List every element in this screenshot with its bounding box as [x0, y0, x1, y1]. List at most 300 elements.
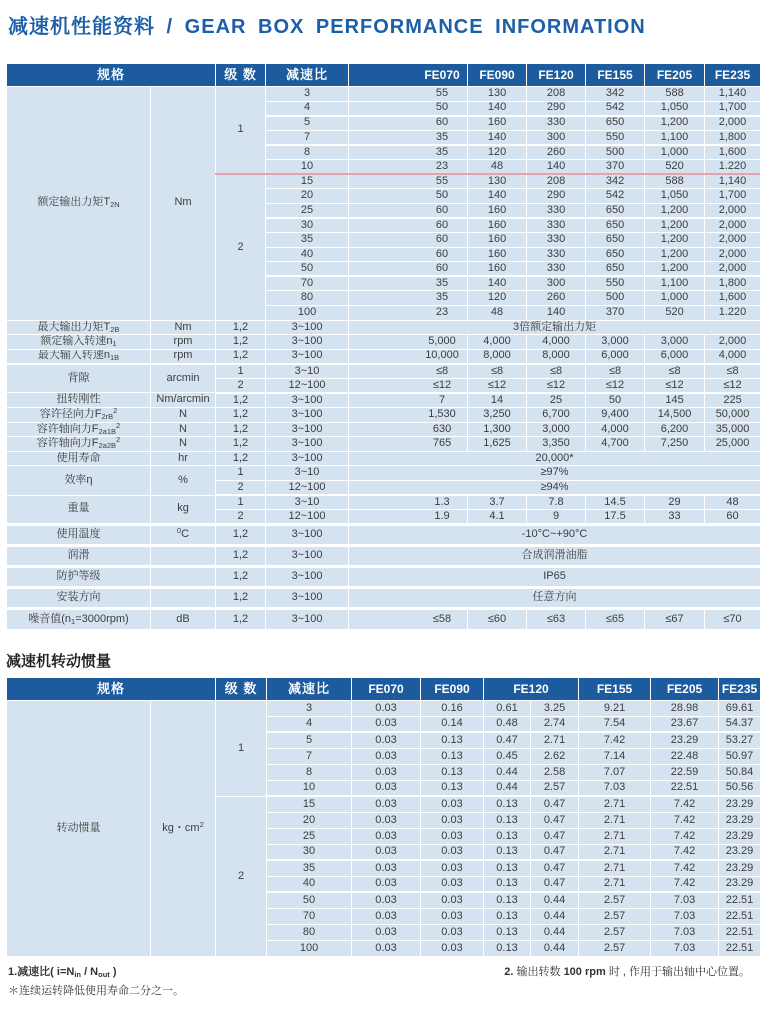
- value-cell: 1.220: [705, 305, 760, 320]
- stage-cell: 1: [216, 466, 266, 481]
- value-cell: 0.47: [531, 796, 579, 812]
- value-cell: 55: [349, 174, 468, 189]
- spec-label-cell: 容许轴向力$F_{2a1B}^2$: [7, 422, 151, 437]
- header-row: [7, 64, 760, 87]
- value-cell: 7.42: [651, 812, 719, 828]
- ratio-cell: 15: [267, 796, 352, 812]
- value-cell: 3,250: [468, 408, 527, 423]
- table-row: [7, 335, 760, 350]
- value-cell: 6,700: [527, 408, 586, 423]
- value-cell: 1,300: [468, 422, 527, 437]
- ratio-cell: 7: [266, 130, 349, 145]
- ratio-cell: 70: [266, 276, 349, 291]
- ratio-cell: 3~10: [266, 495, 349, 510]
- unit-cell: rpm: [151, 335, 216, 350]
- ratio-cell: 3~100: [266, 437, 349, 452]
- value-cell: 1,200: [645, 116, 705, 131]
- unit-cell: %: [151, 466, 216, 495]
- value-cell: 342: [586, 174, 645, 189]
- value-cell: 1,800: [705, 130, 760, 145]
- ratio-cell: 7: [267, 748, 352, 764]
- ratio-cell: 25: [267, 828, 352, 844]
- value-cell: 0.03: [421, 940, 484, 956]
- value-cell: 0.03: [352, 700, 421, 716]
- value-cell: 48: [705, 495, 760, 510]
- performance-table: [6, 63, 760, 630]
- table-row: [7, 349, 760, 364]
- value-cell: 35: [349, 291, 468, 306]
- value-cell: 140: [527, 159, 586, 174]
- page-title: 减速机性能资料 / GEAR BOX PERFORMANCE INFORMATION: [8, 16, 646, 38]
- value-cell: 370: [586, 305, 645, 320]
- unit-cell: Nm: [151, 320, 216, 335]
- span-value-cell: ≥94%: [349, 481, 760, 496]
- stage-cell: 1,2: [216, 608, 266, 629]
- ratio-cell: 40: [266, 247, 349, 262]
- value-cell: 140: [527, 305, 586, 320]
- value-cell: 140: [468, 101, 527, 116]
- stage-cell: 1,2: [216, 566, 266, 587]
- value-cell: 1,100: [645, 130, 705, 145]
- value-cell: 1,200: [645, 232, 705, 247]
- value-cell: 1,200: [645, 218, 705, 233]
- value-cell: 7.42: [579, 732, 651, 748]
- unit-cell: [151, 545, 216, 566]
- table-row: [7, 524, 760, 545]
- value-cell: 0.03: [421, 812, 484, 828]
- ratio-cell: 4: [267, 716, 352, 732]
- value-cell: 1.220: [705, 159, 760, 174]
- stage-cell: 1,2: [216, 451, 266, 466]
- footnotes-left: [8, 963, 184, 1001]
- header-model-fe205: FE205: [651, 677, 719, 700]
- value-cell: 650: [586, 116, 645, 131]
- ratio-cell: 3~10: [266, 364, 349, 379]
- value-cell: 260: [527, 291, 586, 306]
- value-cell: 2.71: [579, 828, 651, 844]
- inertia-table: [6, 677, 760, 957]
- value-cell: 130: [468, 174, 527, 189]
- value-cell: 330: [527, 232, 586, 247]
- ratio-cell: 35: [267, 860, 352, 876]
- ratio-cell: 3~100: [266, 451, 349, 466]
- value-cell: 2,000: [705, 335, 760, 350]
- value-cell: 260: [527, 145, 586, 160]
- ratio-cell: 3~100: [266, 566, 349, 587]
- value-cell: 0.03: [352, 732, 421, 748]
- value-cell: 1,200: [645, 247, 705, 262]
- ratio-cell: 8: [266, 145, 349, 160]
- value-cell: 5,000: [349, 335, 468, 350]
- value-cell: 542: [586, 101, 645, 116]
- performance-table-body: [7, 87, 760, 630]
- ratio-cell: 30: [267, 844, 352, 860]
- value-cell: 2.58: [531, 764, 579, 780]
- value-cell: 130: [468, 87, 527, 102]
- value-cell: 29: [645, 495, 705, 510]
- value-cell: 330: [527, 262, 586, 277]
- value-cell: 208: [527, 174, 586, 189]
- value-cell: 0.03: [421, 844, 484, 860]
- value-cell: 0.03: [421, 924, 484, 940]
- value-cell: 370: [586, 159, 645, 174]
- value-cell: 0.03: [352, 876, 421, 892]
- value-cell: 0.47: [531, 844, 579, 860]
- value-cell: ≤8: [468, 364, 527, 379]
- value-cell: 330: [527, 203, 586, 218]
- value-cell: 342: [586, 87, 645, 102]
- value-cell: 48: [468, 305, 527, 320]
- span-value-cell: ≥97%: [349, 466, 760, 481]
- value-cell: 4.1: [468, 510, 527, 525]
- value-cell: 650: [586, 247, 645, 262]
- value-cell: 290: [527, 101, 586, 116]
- value-cell: 60: [349, 116, 468, 131]
- inertia-table-head: [7, 677, 760, 700]
- table-row: [7, 545, 760, 566]
- table-row: [7, 87, 760, 102]
- value-cell: 3,000: [586, 335, 645, 350]
- value-cell: 23.29: [719, 860, 760, 876]
- value-cell: 14,500: [645, 408, 705, 423]
- value-cell: ≤8: [705, 364, 760, 379]
- value-cell: 69.61: [719, 700, 760, 716]
- performance-table-head: [7, 64, 760, 87]
- value-cell: 50: [586, 393, 645, 408]
- value-cell: ≤12: [527, 378, 586, 393]
- value-cell: 1,625: [468, 437, 527, 452]
- spec-label-cell: 容许径向力$F_{2rB}^2$: [7, 408, 151, 423]
- value-cell: 25: [527, 393, 586, 408]
- value-cell: 1,600: [705, 145, 760, 160]
- value-cell: 53.27: [719, 732, 760, 748]
- value-cell: 1,000: [645, 145, 705, 160]
- value-cell: 140: [468, 276, 527, 291]
- value-cell: 3,000: [645, 335, 705, 350]
- table-row: [7, 393, 760, 408]
- spec-label-cell: 使用寿命: [7, 451, 151, 466]
- value-cell: 0.13: [484, 892, 531, 908]
- header-model-fe070: FE070: [349, 64, 468, 87]
- value-cell: 50.97: [719, 748, 760, 764]
- value-cell: 22.51: [719, 908, 760, 924]
- ratio-cell: 3: [267, 700, 352, 716]
- stage-cell: 1,2: [216, 587, 266, 608]
- span-value-cell: IP65: [349, 566, 760, 587]
- ratio-cell: 80: [267, 924, 352, 940]
- table-row: [7, 408, 760, 423]
- value-cell: 0.13: [484, 908, 531, 924]
- value-cell: ≤8: [527, 364, 586, 379]
- span-value-cell: 合成润滑油脂: [349, 545, 760, 566]
- value-cell: 0.03: [352, 940, 421, 956]
- value-cell: 0.47: [531, 860, 579, 876]
- value-cell: 4,000: [705, 349, 760, 364]
- value-cell: ≤8: [645, 364, 705, 379]
- header-model-fe205: FE205: [645, 64, 705, 87]
- value-cell: 0.13: [421, 764, 484, 780]
- stage-cell: 1: [216, 364, 266, 379]
- spec-label-cell: 容许轴向力$F_{2a2B}^2$: [7, 437, 151, 452]
- value-cell: 8,000: [527, 349, 586, 364]
- value-cell: 1.3: [349, 495, 468, 510]
- stage-cell: 1,2: [216, 408, 266, 423]
- table-row: [7, 587, 760, 608]
- value-cell: 3.7: [468, 495, 527, 510]
- ratio-cell: 3~100: [266, 349, 349, 364]
- value-cell: 2,000: [705, 116, 760, 131]
- table-row: [7, 700, 760, 716]
- value-cell: ≤60: [468, 608, 527, 629]
- ratio-cell: 5: [267, 732, 352, 748]
- value-cell: 6,000: [645, 349, 705, 364]
- value-cell: 3,000: [527, 422, 586, 437]
- span-value-cell: 20,000*: [349, 451, 760, 466]
- ratio-cell: 10: [266, 159, 349, 174]
- value-cell: 160: [468, 116, 527, 131]
- value-cell: 0.03: [352, 892, 421, 908]
- value-cell: 2,000: [705, 218, 760, 233]
- ratio-cell: 12~100: [266, 510, 349, 525]
- value-cell: 1,000: [645, 291, 705, 306]
- value-cell: 0.03: [352, 748, 421, 764]
- value-cell: 2.71: [579, 812, 651, 828]
- header-stages: 级 数: [216, 64, 266, 87]
- value-cell: 0.44: [484, 780, 531, 796]
- ratio-cell: 15: [266, 174, 349, 189]
- value-cell: 0.47: [531, 828, 579, 844]
- ratio-cell: 3~100: [266, 408, 349, 423]
- spec-label-cell: 防护等级: [7, 566, 151, 587]
- value-cell: 50.84: [719, 764, 760, 780]
- value-cell: 765: [349, 437, 468, 452]
- ratio-cell: 35: [266, 232, 349, 247]
- value-cell: 22.51: [651, 780, 719, 796]
- stage-cell: 1,2: [216, 437, 266, 452]
- value-cell: 145: [645, 393, 705, 408]
- value-cell: 1,200: [645, 203, 705, 218]
- value-cell: 290: [527, 189, 586, 204]
- value-cell: 0.03: [352, 716, 421, 732]
- value-cell: 0.03: [421, 860, 484, 876]
- value-cell: 0.03: [421, 876, 484, 892]
- value-cell: 120: [468, 145, 527, 160]
- header-model-fe120: FE120: [527, 64, 586, 87]
- spec-label-cell: 额定输入转速$n_1$: [7, 335, 151, 350]
- table-row: [7, 451, 760, 466]
- value-cell: 0.13: [421, 780, 484, 796]
- value-cell: 0.13: [484, 796, 531, 812]
- value-cell: 9: [527, 510, 586, 525]
- header-model-fe090: FE090: [468, 64, 527, 87]
- value-cell: 1,800: [705, 276, 760, 291]
- value-cell: 2.57: [579, 940, 651, 956]
- value-cell: 0.13: [484, 940, 531, 956]
- value-cell: 2.74: [531, 716, 579, 732]
- unit-cell: [151, 566, 216, 587]
- value-cell: 1,530: [349, 408, 468, 423]
- ratio-cell: 3~100: [266, 587, 349, 608]
- value-cell: 0.44: [531, 940, 579, 956]
- header-ratio: 减速比: [266, 64, 349, 87]
- value-cell: 6,200: [645, 422, 705, 437]
- footnotes: [8, 963, 752, 1001]
- ratio-cell: 50: [267, 892, 352, 908]
- value-cell: 25,000: [705, 437, 760, 452]
- stage-cell: 1,2: [216, 320, 266, 335]
- span-value-cell: -10°C~+90°C: [349, 524, 760, 545]
- value-cell: 7.42: [651, 828, 719, 844]
- ratio-cell: 30: [266, 218, 349, 233]
- value-cell: 1,140: [705, 174, 760, 189]
- stage-cell: 1,2: [216, 335, 266, 350]
- footnotes-right: [504, 963, 752, 1001]
- ratio-cell: 10: [267, 780, 352, 796]
- unit-cell: N: [151, 408, 216, 423]
- header-model-fe090: FE090: [421, 677, 484, 700]
- value-cell: 23: [349, 305, 468, 320]
- value-cell: 0.03: [421, 828, 484, 844]
- spec-label-cell: 背隙: [7, 364, 151, 393]
- value-cell: 7.03: [651, 940, 719, 956]
- ratio-cell: 12~100: [266, 481, 349, 496]
- value-cell: 23: [349, 159, 468, 174]
- spec-label-cell: 安装方向: [7, 587, 151, 608]
- value-cell: 0.13: [484, 876, 531, 892]
- header-stages: 级 数: [216, 677, 267, 700]
- value-cell: 300: [527, 276, 586, 291]
- header-model-fe120: FE120: [484, 677, 579, 700]
- stage-cell: 1,2: [216, 545, 266, 566]
- value-cell: 0.14: [421, 716, 484, 732]
- value-cell: 7.03: [651, 892, 719, 908]
- value-cell: 0.13: [484, 828, 531, 844]
- value-cell: 0.44: [531, 892, 579, 908]
- value-cell: 2,000: [705, 262, 760, 277]
- value-cell: 4,700: [586, 437, 645, 452]
- value-cell: 0.03: [421, 908, 484, 924]
- value-cell: 23.29: [719, 796, 760, 812]
- table-row: [7, 466, 760, 481]
- value-cell: 140: [468, 130, 527, 145]
- ratio-cell: 3~100: [266, 422, 349, 437]
- value-cell: 0.13: [484, 844, 531, 860]
- ratio-cell: 3~100: [266, 320, 349, 335]
- value-cell: 8,000: [468, 349, 527, 364]
- value-cell: 0.03: [352, 812, 421, 828]
- stage-cell: 1,2: [216, 393, 266, 408]
- value-cell: 330: [527, 218, 586, 233]
- value-cell: 588: [645, 87, 705, 102]
- value-cell: 55: [349, 87, 468, 102]
- value-cell: 0.13: [484, 812, 531, 828]
- value-cell: 33: [645, 510, 705, 525]
- spec-label-cell: 重量: [7, 495, 151, 524]
- value-cell: 7.03: [579, 780, 651, 796]
- spec-label-cell: 效率η: [7, 466, 151, 495]
- value-cell: 22.51: [719, 940, 760, 956]
- unit-cell: kg・$cm^2$: [151, 700, 216, 956]
- value-cell: 23.29: [719, 876, 760, 892]
- value-cell: ≤8: [586, 364, 645, 379]
- value-cell: 22.48: [651, 748, 719, 764]
- value-cell: 35,000: [705, 422, 760, 437]
- value-cell: 0.47: [531, 812, 579, 828]
- value-cell: ≤58: [349, 608, 468, 629]
- value-cell: 2,000: [705, 247, 760, 262]
- spec-label-cell: 噪音值$(n_1=3000rpm)$: [7, 608, 151, 629]
- value-cell: 330: [527, 116, 586, 131]
- value-cell: 14: [468, 393, 527, 408]
- ratio-cell: 3: [266, 87, 349, 102]
- stage-cell: 2: [216, 510, 266, 525]
- unit-cell: [151, 587, 216, 608]
- stage-cell: 1: [216, 87, 266, 175]
- table-row: [7, 320, 760, 335]
- value-cell: 520: [645, 159, 705, 174]
- value-cell: 160: [468, 203, 527, 218]
- value-cell: 650: [586, 262, 645, 277]
- inertia-heading: 减速机转动惯量: [6, 652, 112, 670]
- value-cell: 0.45: [484, 748, 531, 764]
- value-cell: 550: [586, 276, 645, 291]
- value-cell: 0.03: [352, 764, 421, 780]
- value-cell: 7.42: [651, 796, 719, 812]
- unit-cell: kg: [151, 495, 216, 524]
- spec-label-cell: 最大输出力矩$T_{2B}$: [7, 320, 151, 335]
- value-cell: 0.13: [484, 924, 531, 940]
- value-cell: 7.54: [579, 716, 651, 732]
- value-cell: 0.61: [484, 700, 531, 716]
- stage-cell: 1,2: [216, 349, 266, 364]
- value-cell: 120: [468, 291, 527, 306]
- value-cell: ≤12: [349, 378, 468, 393]
- table-row: [7, 495, 760, 510]
- value-cell: 50.56: [719, 780, 760, 796]
- stage-cell: 1: [216, 495, 266, 510]
- value-cell: 160: [468, 247, 527, 262]
- value-cell: 550: [586, 130, 645, 145]
- ratio-cell: 8: [267, 764, 352, 780]
- header-ratio: 减速比: [267, 677, 352, 700]
- header-spec: 规格: [7, 64, 216, 87]
- value-cell: 10,000: [349, 349, 468, 364]
- value-cell: 0.44: [484, 764, 531, 780]
- unit-cell: hr: [151, 451, 216, 466]
- value-cell: 7,250: [645, 437, 705, 452]
- value-cell: 2.71: [579, 844, 651, 860]
- value-cell: 330: [527, 247, 586, 262]
- value-cell: 2.62: [531, 748, 579, 764]
- value-cell: 1,100: [645, 276, 705, 291]
- value-cell: 7.42: [651, 876, 719, 892]
- footnote-ratio-definition: 1.减速比( $i=N_{in} / N_{out}$ ): [8, 965, 117, 979]
- value-cell: 23.29: [719, 812, 760, 828]
- value-cell: ≤63: [527, 608, 586, 629]
- value-cell: ≤65: [586, 608, 645, 629]
- header-row: [7, 677, 760, 700]
- value-cell: 2.57: [579, 924, 651, 940]
- value-cell: 208: [527, 87, 586, 102]
- footnote-output-speed: 2. 输出转数 100 rpm 时 , 作用于输出轴中心位置。: [504, 965, 750, 978]
- stage-cell: 2: [216, 378, 266, 393]
- ratio-cell: 4: [266, 101, 349, 116]
- value-cell: 1,050: [645, 189, 705, 204]
- value-cell: ≤70: [705, 608, 760, 629]
- value-cell: 300: [527, 130, 586, 145]
- value-cell: 7.07: [579, 764, 651, 780]
- value-cell: ≤12: [705, 378, 760, 393]
